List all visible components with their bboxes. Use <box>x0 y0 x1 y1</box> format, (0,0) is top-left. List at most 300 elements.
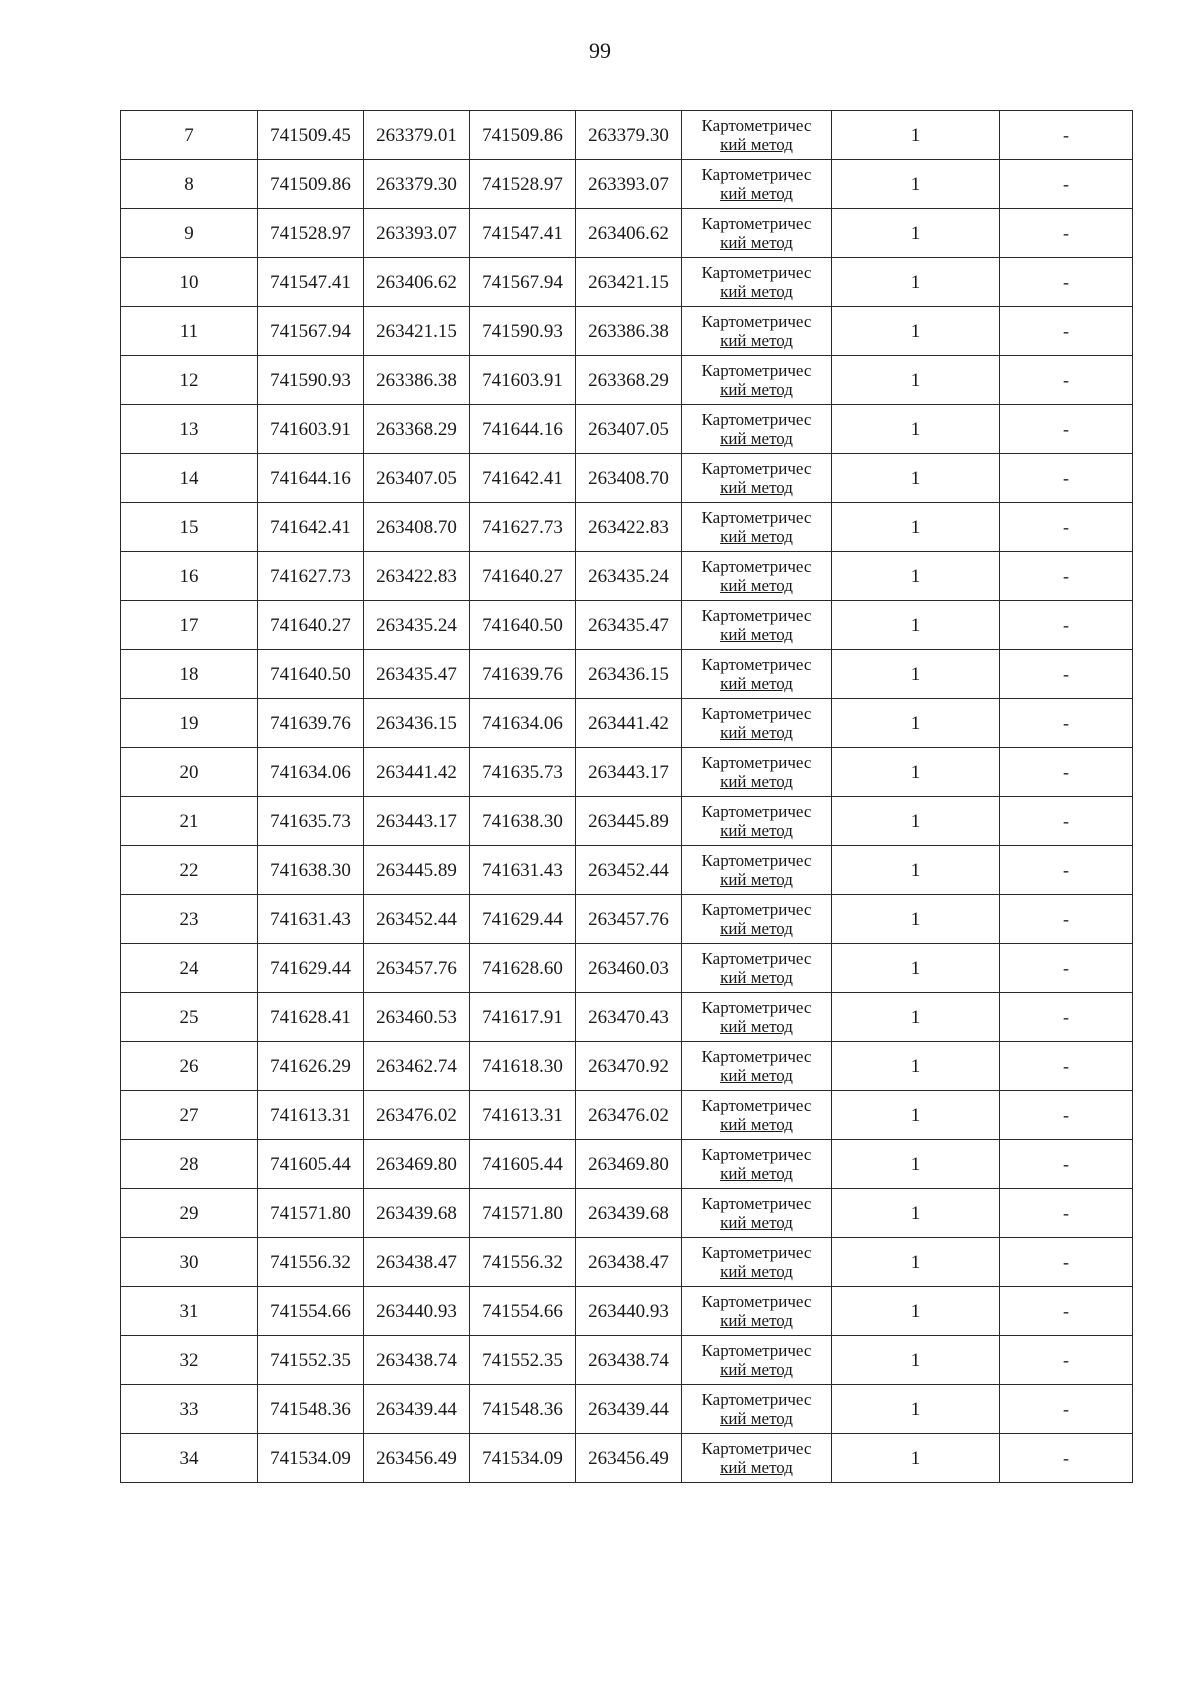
x-start-cell: 741638.30 <box>258 846 364 895</box>
method-line-2: кий метод <box>720 282 793 301</box>
y-end-cell: 263457.76 <box>576 895 682 944</box>
method-cell <box>682 944 832 993</box>
y-start-cell: 263443.17 <box>364 797 470 846</box>
point-number-cell: 12 <box>121 356 258 405</box>
x-end-cell: 741627.73 <box>470 503 576 552</box>
y-start-cell: 263452.44 <box>364 895 470 944</box>
dash-cell: - <box>1000 552 1133 601</box>
page-number: 99 <box>589 38 611 63</box>
y-start-cell: 263439.68 <box>364 1189 470 1238</box>
dash-cell: - <box>1000 454 1133 503</box>
x-end-cell: 741603.91 <box>470 356 576 405</box>
accuracy-cell: 1 <box>832 356 1000 405</box>
point-number-cell: 14 <box>121 454 258 503</box>
coordinates-table <box>120 110 1133 1483</box>
method-line-1: Картометричес <box>701 1243 812 1262</box>
y-end-cell: 263441.42 <box>576 699 682 748</box>
table-row <box>121 1091 1133 1140</box>
point-number-cell: 29 <box>121 1189 258 1238</box>
point-number-cell: 18 <box>121 650 258 699</box>
x-end-cell: 741534.09 <box>470 1434 576 1483</box>
method-cell <box>682 552 832 601</box>
table-body <box>121 111 1133 1483</box>
accuracy-cell: 1 <box>832 601 1000 650</box>
method-line-2: кий метод <box>720 135 793 154</box>
x-start-cell: 741509.86 <box>258 160 364 209</box>
y-end-cell: 263438.74 <box>576 1336 682 1385</box>
dash-cell: - <box>1000 1385 1133 1434</box>
y-end-cell: 263469.80 <box>576 1140 682 1189</box>
dash-cell: - <box>1000 111 1133 160</box>
y-start-cell: 263440.93 <box>364 1287 470 1336</box>
method-line-1: Картометричес <box>701 1145 812 1164</box>
method-cell <box>682 1238 832 1287</box>
accuracy-cell: 1 <box>832 1140 1000 1189</box>
method-line-1: Картометричес <box>701 557 812 576</box>
point-number-cell: 20 <box>121 748 258 797</box>
x-end-cell: 741605.44 <box>470 1140 576 1189</box>
accuracy-cell: 1 <box>832 748 1000 797</box>
method-cell <box>682 748 832 797</box>
point-number-cell: 27 <box>121 1091 258 1140</box>
x-start-cell: 741603.91 <box>258 405 364 454</box>
table-row <box>121 748 1133 797</box>
y-end-cell: 263460.03 <box>576 944 682 993</box>
y-start-cell: 263408.70 <box>364 503 470 552</box>
table-row <box>121 1336 1133 1385</box>
y-end-cell: 263438.47 <box>576 1238 682 1287</box>
method-cell <box>682 1140 832 1189</box>
dash-cell: - <box>1000 503 1133 552</box>
method-line-1: Картометричес <box>701 165 812 184</box>
y-start-cell: 263460.53 <box>364 993 470 1042</box>
method-line-2: кий метод <box>720 233 793 252</box>
table-row <box>121 944 1133 993</box>
accuracy-cell: 1 <box>832 846 1000 895</box>
x-end-cell: 741548.36 <box>470 1385 576 1434</box>
table-row <box>121 160 1133 209</box>
point-number-cell: 30 <box>121 1238 258 1287</box>
y-start-cell: 263439.44 <box>364 1385 470 1434</box>
method-cell <box>682 895 832 944</box>
point-number-cell: 34 <box>121 1434 258 1483</box>
x-end-cell: 741590.93 <box>470 307 576 356</box>
point-number-cell: 28 <box>121 1140 258 1189</box>
point-number-cell: 21 <box>121 797 258 846</box>
table-row <box>121 699 1133 748</box>
dash-cell: - <box>1000 993 1133 1042</box>
y-start-cell: 263469.80 <box>364 1140 470 1189</box>
x-end-cell: 741509.86 <box>470 111 576 160</box>
accuracy-cell: 1 <box>832 1336 1000 1385</box>
method-line-2: кий метод <box>720 1262 793 1281</box>
y-end-cell: 263379.30 <box>576 111 682 160</box>
method-cell <box>682 1287 832 1336</box>
y-end-cell: 263452.44 <box>576 846 682 895</box>
x-start-cell: 741567.94 <box>258 307 364 356</box>
dash-cell: - <box>1000 1189 1133 1238</box>
x-end-cell: 741547.41 <box>470 209 576 258</box>
y-end-cell: 263470.43 <box>576 993 682 1042</box>
point-number-cell: 33 <box>121 1385 258 1434</box>
method-line-2: кий метод <box>720 625 793 644</box>
accuracy-cell: 1 <box>832 944 1000 993</box>
y-start-cell: 263421.15 <box>364 307 470 356</box>
table-row <box>121 1189 1133 1238</box>
x-start-cell: 741552.35 <box>258 1336 364 1385</box>
accuracy-cell: 1 <box>832 552 1000 601</box>
dash-cell: - <box>1000 797 1133 846</box>
x-start-cell: 741640.27 <box>258 601 364 650</box>
y-start-cell: 263368.29 <box>364 405 470 454</box>
method-line-1: Картометричес <box>701 1390 812 1409</box>
y-end-cell: 263393.07 <box>576 160 682 209</box>
dash-cell: - <box>1000 846 1133 895</box>
point-number-cell: 13 <box>121 405 258 454</box>
method-line-1: Картометричес <box>701 459 812 478</box>
method-line-2: кий метод <box>720 380 793 399</box>
dash-cell: - <box>1000 1140 1133 1189</box>
table-row <box>121 1042 1133 1091</box>
x-end-cell: 741639.76 <box>470 650 576 699</box>
x-start-cell: 741635.73 <box>258 797 364 846</box>
method-line-2: кий метод <box>720 1213 793 1232</box>
dash-cell: - <box>1000 944 1133 993</box>
table-row <box>121 258 1133 307</box>
y-end-cell: 263386.38 <box>576 307 682 356</box>
point-number-cell: 22 <box>121 846 258 895</box>
method-line-1: Картометричес <box>701 704 812 723</box>
dash-cell: - <box>1000 895 1133 944</box>
y-end-cell: 263456.49 <box>576 1434 682 1483</box>
x-start-cell: 741644.16 <box>258 454 364 503</box>
accuracy-cell: 1 <box>832 1434 1000 1483</box>
point-number-cell: 11 <box>121 307 258 356</box>
method-cell <box>682 160 832 209</box>
point-number-cell: 10 <box>121 258 258 307</box>
method-line-1: Картометричес <box>701 802 812 821</box>
method-line-2: кий метод <box>720 1409 793 1428</box>
y-start-cell: 263476.02 <box>364 1091 470 1140</box>
method-cell <box>682 1434 832 1483</box>
method-line-1: Картометричес <box>701 361 812 380</box>
dash-cell: - <box>1000 1434 1133 1483</box>
method-line-1: Картометричес <box>701 1047 812 1066</box>
point-number-cell: 16 <box>121 552 258 601</box>
method-line-1: Картометричес <box>701 606 812 625</box>
table-row <box>121 1287 1133 1336</box>
dash-cell: - <box>1000 1042 1133 1091</box>
point-number-cell: 8 <box>121 160 258 209</box>
x-end-cell: 741638.30 <box>470 797 576 846</box>
method-cell <box>682 307 832 356</box>
accuracy-cell: 1 <box>832 111 1000 160</box>
accuracy-cell: 1 <box>832 454 1000 503</box>
method-line-1: Картометричес <box>701 1341 812 1360</box>
x-start-cell: 741590.93 <box>258 356 364 405</box>
dash-cell: - <box>1000 650 1133 699</box>
table-row <box>121 1434 1133 1483</box>
method-line-2: кий метод <box>720 184 793 203</box>
point-number-cell: 7 <box>121 111 258 160</box>
table-row <box>121 405 1133 454</box>
method-cell <box>682 503 832 552</box>
y-end-cell: 263368.29 <box>576 356 682 405</box>
method-line-2: кий метод <box>720 1311 793 1330</box>
dash-cell: - <box>1000 699 1133 748</box>
table-row <box>121 111 1133 160</box>
method-line-2: кий метод <box>720 429 793 448</box>
method-line-2: кий метод <box>720 919 793 938</box>
table-row <box>121 209 1133 258</box>
x-end-cell: 741629.44 <box>470 895 576 944</box>
x-end-cell: 741552.35 <box>470 1336 576 1385</box>
x-start-cell: 741528.97 <box>258 209 364 258</box>
y-end-cell: 263435.47 <box>576 601 682 650</box>
y-start-cell: 263379.30 <box>364 160 470 209</box>
x-end-cell: 741628.60 <box>470 944 576 993</box>
method-line-2: кий метод <box>720 1066 793 1085</box>
method-line-1: Картометричес <box>701 655 812 674</box>
method-line-1: Картометричес <box>701 508 812 527</box>
table-row <box>121 1140 1133 1189</box>
method-line-1: Картометричес <box>701 214 812 233</box>
accuracy-cell: 1 <box>832 405 1000 454</box>
dash-cell: - <box>1000 405 1133 454</box>
point-number-cell: 23 <box>121 895 258 944</box>
y-start-cell: 263393.07 <box>364 209 470 258</box>
x-start-cell: 741548.36 <box>258 1385 364 1434</box>
method-cell <box>682 797 832 846</box>
accuracy-cell: 1 <box>832 258 1000 307</box>
method-line-1: Картометричес <box>701 263 812 282</box>
table-row <box>121 1385 1133 1434</box>
x-start-cell: 741626.29 <box>258 1042 364 1091</box>
y-end-cell: 263422.83 <box>576 503 682 552</box>
point-number-cell: 25 <box>121 993 258 1042</box>
dash-cell: - <box>1000 1091 1133 1140</box>
y-start-cell: 263435.47 <box>364 650 470 699</box>
method-line-1: Картометричес <box>701 949 812 968</box>
y-start-cell: 263379.01 <box>364 111 470 160</box>
method-line-2: кий метод <box>720 870 793 889</box>
method-line-2: кий метод <box>720 1115 793 1134</box>
method-line-2: кий метод <box>720 1164 793 1183</box>
method-line-2: кий метод <box>720 527 793 546</box>
y-start-cell: 263457.76 <box>364 944 470 993</box>
x-start-cell: 741628.41 <box>258 993 364 1042</box>
accuracy-cell: 1 <box>832 209 1000 258</box>
y-end-cell: 263440.93 <box>576 1287 682 1336</box>
x-start-cell: 741547.41 <box>258 258 364 307</box>
dash-cell: - <box>1000 748 1133 797</box>
dash-cell: - <box>1000 160 1133 209</box>
x-start-cell: 741554.66 <box>258 1287 364 1336</box>
x-end-cell: 741644.16 <box>470 405 576 454</box>
point-number-cell: 9 <box>121 209 258 258</box>
method-line-1: Картометричес <box>701 312 812 331</box>
x-start-cell: 741605.44 <box>258 1140 364 1189</box>
x-end-cell: 741634.06 <box>470 699 576 748</box>
table-row <box>121 601 1133 650</box>
x-start-cell: 741634.06 <box>258 748 364 797</box>
point-number-cell: 32 <box>121 1336 258 1385</box>
y-end-cell: 263408.70 <box>576 454 682 503</box>
accuracy-cell: 1 <box>832 1238 1000 1287</box>
dash-cell: - <box>1000 1287 1133 1336</box>
y-end-cell: 263439.44 <box>576 1385 682 1434</box>
accuracy-cell: 1 <box>832 1042 1000 1091</box>
y-end-cell: 263436.15 <box>576 650 682 699</box>
y-start-cell: 263456.49 <box>364 1434 470 1483</box>
dash-cell: - <box>1000 1336 1133 1385</box>
accuracy-cell: 1 <box>832 993 1000 1042</box>
y-start-cell: 263438.47 <box>364 1238 470 1287</box>
accuracy-cell: 1 <box>832 1385 1000 1434</box>
x-start-cell: 741613.31 <box>258 1091 364 1140</box>
method-line-1: Картометричес <box>701 900 812 919</box>
table-row <box>121 993 1133 1042</box>
method-line-2: кий метод <box>720 674 793 693</box>
x-end-cell: 741640.27 <box>470 552 576 601</box>
y-start-cell: 263441.42 <box>364 748 470 797</box>
y-start-cell: 263435.24 <box>364 601 470 650</box>
y-end-cell: 263445.89 <box>576 797 682 846</box>
table-row <box>121 650 1133 699</box>
x-end-cell: 741642.41 <box>470 454 576 503</box>
method-cell <box>682 454 832 503</box>
y-end-cell: 263443.17 <box>576 748 682 797</box>
table-row <box>121 797 1133 846</box>
method-cell <box>682 111 832 160</box>
x-end-cell: 741528.97 <box>470 160 576 209</box>
method-cell <box>682 1336 832 1385</box>
accuracy-cell: 1 <box>832 650 1000 699</box>
method-line-2: кий метод <box>720 772 793 791</box>
x-end-cell: 741554.66 <box>470 1287 576 1336</box>
method-cell <box>682 993 832 1042</box>
table-row <box>121 503 1133 552</box>
method-line-1: Картометричес <box>701 753 812 772</box>
method-cell <box>682 1189 832 1238</box>
y-start-cell: 263438.74 <box>364 1336 470 1385</box>
x-end-cell: 741567.94 <box>470 258 576 307</box>
accuracy-cell: 1 <box>832 1287 1000 1336</box>
table-row <box>121 307 1133 356</box>
accuracy-cell: 1 <box>832 1189 1000 1238</box>
point-number-cell: 17 <box>121 601 258 650</box>
table-row <box>121 356 1133 405</box>
method-line-1: Картометричес <box>701 1292 812 1311</box>
method-line-1: Картометричес <box>701 410 812 429</box>
accuracy-cell: 1 <box>832 307 1000 356</box>
method-line-2: кий метод <box>720 723 793 742</box>
table-row <box>121 895 1133 944</box>
point-number-cell: 31 <box>121 1287 258 1336</box>
point-number-cell: 19 <box>121 699 258 748</box>
dash-cell: - <box>1000 356 1133 405</box>
method-cell <box>682 1042 832 1091</box>
y-start-cell: 263422.83 <box>364 552 470 601</box>
method-cell <box>682 209 832 258</box>
point-number-cell: 24 <box>121 944 258 993</box>
x-end-cell: 741631.43 <box>470 846 576 895</box>
y-end-cell: 263435.24 <box>576 552 682 601</box>
y-start-cell: 263386.38 <box>364 356 470 405</box>
method-line-1: Картометричес <box>701 851 812 870</box>
accuracy-cell: 1 <box>832 503 1000 552</box>
dash-cell: - <box>1000 307 1133 356</box>
y-end-cell: 263439.68 <box>576 1189 682 1238</box>
x-start-cell: 741639.76 <box>258 699 364 748</box>
table-row <box>121 552 1133 601</box>
y-end-cell: 263407.05 <box>576 405 682 454</box>
method-line-2: кий метод <box>720 1017 793 1036</box>
x-end-cell: 741617.91 <box>470 993 576 1042</box>
method-cell <box>682 258 832 307</box>
method-cell <box>682 650 832 699</box>
method-line-2: кий метод <box>720 968 793 987</box>
y-start-cell: 263462.74 <box>364 1042 470 1091</box>
method-line-2: кий метод <box>720 1360 793 1379</box>
method-line-2: кий метод <box>720 331 793 350</box>
method-cell <box>682 601 832 650</box>
method-line-2: кий метод <box>720 1458 793 1477</box>
dash-cell: - <box>1000 601 1133 650</box>
x-end-cell: 741618.30 <box>470 1042 576 1091</box>
method-line-1: Картометричес <box>701 1096 812 1115</box>
x-start-cell: 741642.41 <box>258 503 364 552</box>
x-end-cell: 741640.50 <box>470 601 576 650</box>
point-number-cell: 15 <box>121 503 258 552</box>
y-start-cell: 263436.15 <box>364 699 470 748</box>
x-start-cell: 741556.32 <box>258 1238 364 1287</box>
y-end-cell: 263470.92 <box>576 1042 682 1091</box>
dash-cell: - <box>1000 258 1133 307</box>
accuracy-cell: 1 <box>832 895 1000 944</box>
accuracy-cell: 1 <box>832 699 1000 748</box>
y-end-cell: 263476.02 <box>576 1091 682 1140</box>
method-line-2: кий метод <box>720 821 793 840</box>
x-start-cell: 741629.44 <box>258 944 364 993</box>
method-cell <box>682 356 832 405</box>
x-start-cell: 741640.50 <box>258 650 364 699</box>
method-cell <box>682 405 832 454</box>
x-start-cell: 741627.73 <box>258 552 364 601</box>
y-end-cell: 263406.62 <box>576 209 682 258</box>
method-cell <box>682 1385 832 1434</box>
x-start-cell: 741534.09 <box>258 1434 364 1483</box>
method-line-1: Картометричес <box>701 116 812 135</box>
accuracy-cell: 1 <box>832 1091 1000 1140</box>
x-start-cell: 741571.80 <box>258 1189 364 1238</box>
x-start-cell: 741631.43 <box>258 895 364 944</box>
x-start-cell: 741509.45 <box>258 111 364 160</box>
table-row <box>121 846 1133 895</box>
method-line-2: кий метод <box>720 576 793 595</box>
x-end-cell: 741556.32 <box>470 1238 576 1287</box>
table-row <box>121 454 1133 503</box>
y-start-cell: 263445.89 <box>364 846 470 895</box>
accuracy-cell: 1 <box>832 160 1000 209</box>
method-cell <box>682 846 832 895</box>
method-line-1: Картометричес <box>701 998 812 1017</box>
point-number-cell: 26 <box>121 1042 258 1091</box>
y-end-cell: 263421.15 <box>576 258 682 307</box>
y-start-cell: 263406.62 <box>364 258 470 307</box>
method-line-2: кий метод <box>720 478 793 497</box>
method-line-1: Картометричес <box>701 1439 812 1458</box>
